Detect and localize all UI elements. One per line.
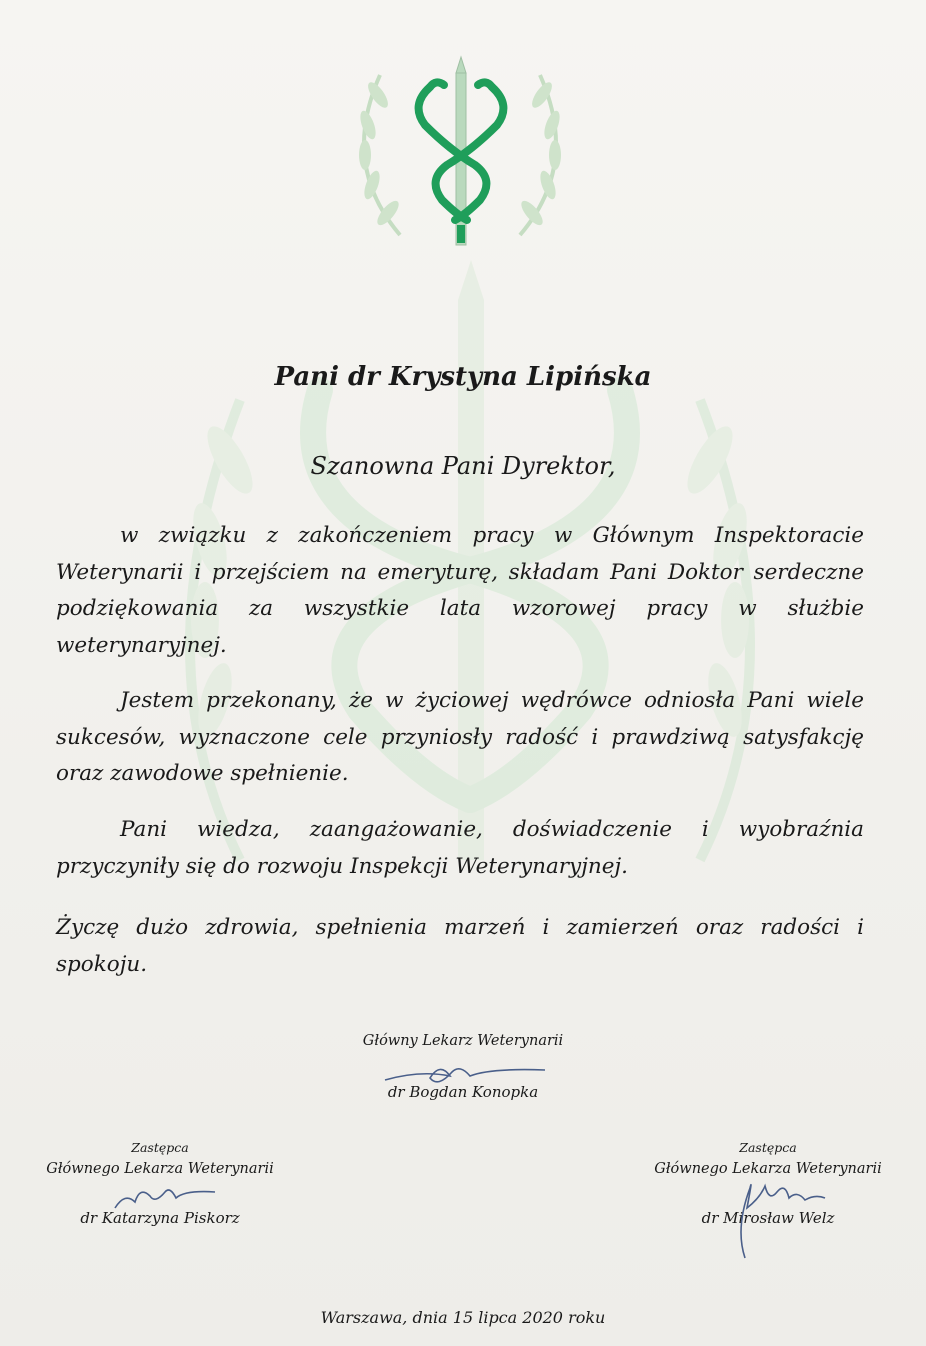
main-signer-name: dr Bogdan Konopka [387,1083,539,1101]
right-signer-name: dr Mirosław Welz [701,1209,835,1227]
recipient-name: Pani dr Krystyna Lipińska [274,362,652,392]
left-signer-title: Głównego Lekarza Weterynarii [46,1161,274,1177]
left-signer-name: dr Katarzyna Piskorz [80,1209,240,1227]
handwritten-signature-left [110,1182,220,1214]
main-signer-title: Główny Lekarz Weterynarii [362,1033,564,1049]
place-and-date: Warszawa, dnia 15 lipca 2020 roku [320,1308,606,1327]
right-signer-title: Głównego Lekarza Weterynarii [654,1161,882,1177]
body-paragraph-1: w związku z zakończeniem pracy w Głównym Inspektoracie Weterynarii i przejściem na emeryturę, składam Pani Doktor serdeczne podziękowania za wszystkie lata wzorowej pracy w służbie weterynaryjnej. [56,523,864,658]
handwritten-signature-main [380,1058,550,1088]
body-paragraph-4: Życzę dużo zdrowia, spełnienia marzeń i zamierzeń oraz radości i spokoju. [56,915,864,977]
body-paragraph-3: Pani wiedza, zaangażowanie, doświadczenie i wyobraźnia przyczyniły się do rozwoju Inspekcji Weterynaryjnej. [56,817,864,879]
salutation: Szanowna Pani Dyrektor, [310,452,616,480]
handwritten-signature-right [725,1168,835,1263]
right-signer-role: Zastępca [739,1140,797,1155]
body-paragraph-2: Jestem przekonany, że w życiowej wędrówce odniosła Pani wiele sukcesów, wyznaczone cele przyniosły radość i prawdziwą satysfakcję oraz zawodowe spełnienie. [56,688,864,786]
left-signer-role: Zastępca [131,1140,189,1155]
caduceus-emblem-icon [340,45,580,250]
